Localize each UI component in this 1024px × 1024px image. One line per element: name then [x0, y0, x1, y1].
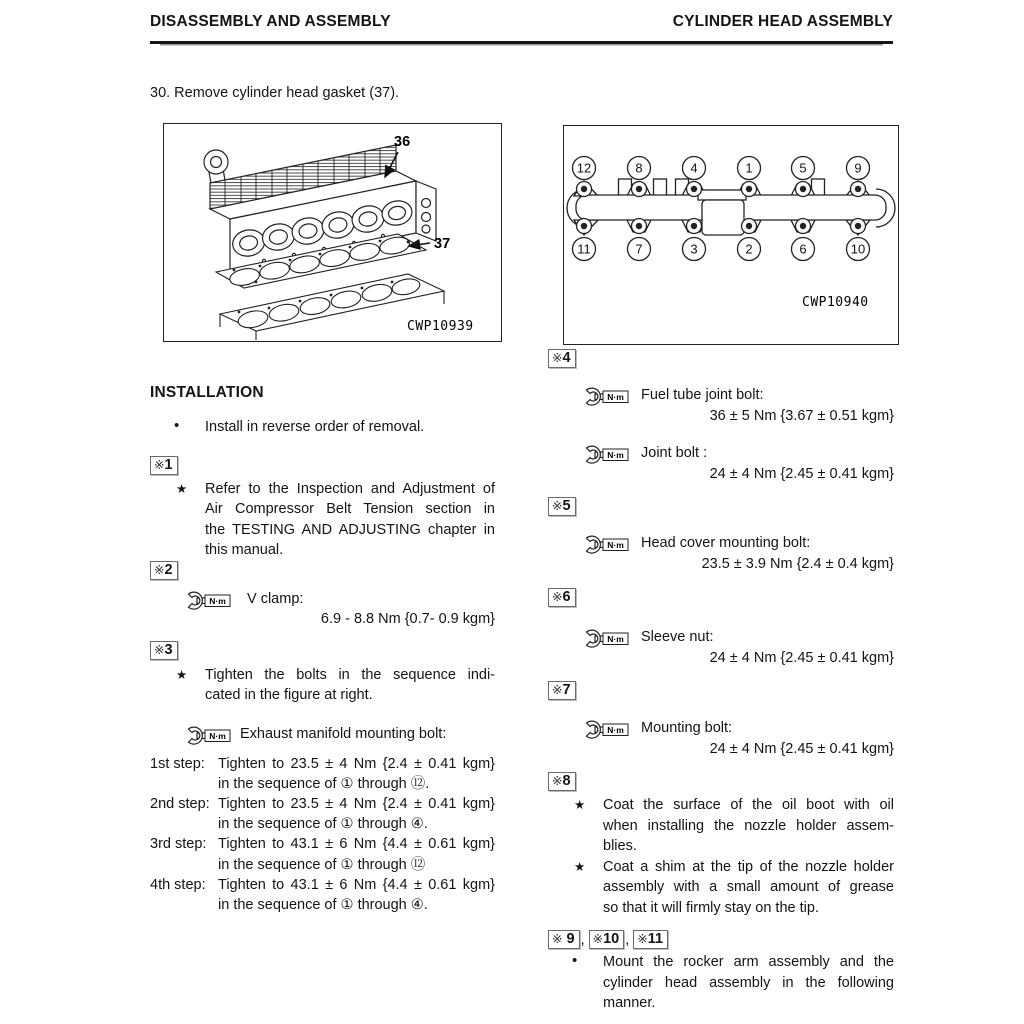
cylinder-head-exploded-drawing	[164, 124, 501, 341]
torque-value: 23.5 ± 3.9 Nm {2.4 ± 0.4 kgm}	[701, 555, 894, 572]
ref-mark-4-line	[548, 349, 894, 370]
left-column	[150, 383, 495, 915]
bullet-icon: •	[572, 952, 578, 969]
ref-mark-2: ※2	[150, 561, 178, 580]
torque-label: V clamp:	[247, 590, 304, 607]
ref-mark-7-line	[548, 681, 894, 702]
install-reverse-note	[150, 417, 495, 438]
kome-icon: ※	[552, 931, 563, 946]
ref-mark-8: ※8	[548, 772, 576, 791]
ref-mark-1-line	[150, 456, 495, 477]
torque-label: Sleeve nut:	[641, 629, 714, 645]
ref-mark-8-line	[548, 772, 894, 793]
nm-unit-label: N·m	[607, 450, 624, 460]
installation-heading: INSTALLATION	[150, 384, 264, 401]
star-icon: ★	[574, 798, 586, 812]
seq-top-2: 8	[635, 160, 643, 176]
ref-mark-7: ※7	[548, 681, 576, 700]
ref-mark-10: ※10	[589, 930, 625, 949]
manifold-bolt-sequence-drawing	[564, 126, 898, 344]
torque-wrench-icon	[183, 590, 235, 618]
torque-value: 6.9 - 8.8 Nm {0.7- 0.9 kgm}	[320, 611, 495, 627]
note-tighten-sequence: ★ Tighten the bolts in the sequence indi- cated in the figure at right.	[176, 666, 495, 703]
seq-bottom-6: 10	[850, 241, 866, 257]
figure-cylinder-head-gasket	[163, 123, 502, 342]
kome-icon: ※	[154, 561, 165, 577]
figure-bolt-sequence	[563, 125, 899, 345]
kome-icon: ※	[552, 350, 563, 365]
torque-spec-fuel-tube	[548, 385, 894, 426]
torque-label: Joint bolt :	[641, 445, 708, 461]
separator: ,	[625, 932, 630, 948]
ref-mark-4: ※4	[548, 349, 576, 368]
part-label-37: 37	[434, 236, 451, 252]
torque-spec-head-cover	[548, 533, 894, 574]
torque-spec-sleeve-nut	[548, 627, 894, 668]
torque-value: 24 ± 4 Nm {2.45 ± 0.41 kgm}	[709, 740, 894, 757]
kome-icon: ※	[552, 682, 563, 697]
figure-code-left: CWP10939	[407, 319, 474, 334]
ref-mark-6-line	[548, 588, 894, 609]
ref-mark-9: ※ 9	[548, 930, 580, 949]
torque-spec-mounting-bolt	[548, 718, 894, 759]
torque-label: Head cover mounting bolt:	[641, 535, 811, 551]
nm-unit-label: N·m	[607, 392, 624, 402]
torque-wrench-icon	[581, 628, 633, 656]
seq-bottom-3: 3	[690, 241, 698, 257]
torque-wrench-icon	[581, 534, 633, 562]
nm-unit-label: N·m	[209, 730, 226, 741]
ref-mark-1: ※1	[150, 456, 178, 475]
kome-icon: ※	[552, 498, 563, 513]
seq-bottom-1: 11	[577, 241, 591, 257]
separator: ,	[580, 932, 585, 948]
torque-wrench-icon	[581, 719, 633, 747]
seq-top-1: 12	[576, 160, 592, 176]
nm-unit-label: N·m	[607, 540, 624, 550]
torque-value: 36 ± 5 Nm {3.67 ± 0.51 kgm}	[709, 407, 894, 424]
page-header	[150, 12, 893, 44]
note-rocker-arm: • Mount the rocker arm assembly and the cylinder head assembly in the following manner.	[572, 952, 894, 1011]
ref-mark-5-line	[548, 497, 894, 518]
step-30-instruction: 30. Remove cylinder head gasket (37).	[150, 85, 400, 101]
ref-mark-3-line	[150, 641, 495, 662]
nm-unit-label: N·m	[607, 634, 624, 644]
torque-spec-v-clamp	[150, 589, 495, 630]
ref-mark-5: ※5	[548, 497, 576, 516]
manifold-body	[567, 179, 895, 235]
kome-icon: ※	[637, 931, 648, 946]
kome-icon: ※	[154, 641, 165, 657]
ref-mark-6: ※6	[548, 588, 576, 607]
note-belt-tension: ★ Refer to the Inspection and Adjustment of Air Compressor Belt Tension section in the TESTING AND ADJUSTING chapter in this manual.	[176, 480, 495, 558]
seq-top-3: 4	[690, 160, 698, 176]
torque-label: Fuel tube joint bolt:	[641, 387, 764, 403]
torque-wrench-icon	[581, 386, 633, 414]
seq-bottom-4: 2	[745, 241, 753, 257]
torque-wrench-icon	[581, 444, 633, 472]
ref-mark-11: ※11	[633, 930, 668, 949]
seq-top-4: 1	[745, 160, 753, 176]
part-label-36: 36	[394, 134, 411, 150]
header-right-title: CYLINDER HEAD ASSEMBLY	[672, 13, 893, 30]
header-left-title: DISASSEMBLY AND ASSEMBLY	[150, 13, 391, 30]
torque-label: Mounting bolt:	[641, 720, 733, 736]
torque-spec-exhaust-manifold	[150, 724, 495, 746]
ref-marks-9-10-11-line	[548, 930, 894, 951]
install-reverse-text: Install in reverse order of removal.	[205, 419, 425, 435]
torque-value: 24 ± 4 Nm {2.45 ± 0.41 kgm}	[709, 649, 894, 666]
star-icon: ★	[176, 481, 188, 496]
step-row: 4th step: Tighten to 43.1 ± 6 Nm {4.4 ± 0.61 kgm}	[150, 876, 495, 893]
torque-spec-joint-bolt	[548, 443, 894, 484]
kome-icon: ※	[592, 931, 604, 946]
torque-wrench-icon	[183, 725, 235, 753]
note-oil-boot: ★ Coat the surface of the oil boot with oil when installing the nozzle holder assem- blies.	[574, 797, 894, 854]
right-column	[548, 349, 894, 1014]
note-shim-grease: ★ Coat a shim at the tip of the nozzle holder assembly with a small amount of grease so that it will firmly stay on the tip.	[574, 858, 894, 916]
ref-mark-2-line	[150, 561, 495, 582]
step-row: 2nd step: Tighten to 23.5 ± 4 Nm {2.4 ± 0.41 kgm}	[150, 795, 495, 812]
step-row: 1st step: Tighten to 23.5 ± 4 Nm {2.4 ± 0.41 kgm}	[150, 755, 495, 772]
kome-icon: ※	[552, 589, 563, 604]
bullet-icon: •	[174, 417, 180, 434]
nm-unit-label: N·m	[607, 725, 624, 735]
torque-value: 24 ± 4 Nm {2.45 ± 0.41 kgm}	[709, 465, 894, 482]
figure-code-right: CWP10940	[802, 295, 869, 310]
torque-label: Exhaust manifold mounting bolt:	[240, 725, 447, 742]
kome-icon: ※	[154, 456, 165, 472]
seq-top-6: 9	[854, 160, 862, 176]
seq-top-5: 5	[799, 160, 807, 176]
star-icon: ★	[574, 859, 586, 874]
step-row: 3rd step: Tighten to 43.1 ± 6 Nm {4.4 ± 0.61 kgm}	[150, 836, 495, 853]
nm-unit-label: N·m	[209, 595, 226, 606]
seq-bottom-5: 6	[799, 241, 807, 257]
ref-mark-3: ※3	[150, 641, 178, 660]
tightening-steps: 1st step: Tighten to 23.5 ± 4 Nm {2.4 ± 0.41 kgm} in the sequence of ① through ⑫. 2nd step: Tighten to 23.5 ± 4 Nm {2.4 ± 0.41 kgm} in the sequence of ① through ④. 3rd step: Tighten to 43.1 ± 6 Nm {4.4 ± 0.61 kgm} in the sequence of ① through ⑫ 4th step: Tighten to 43.1 ± 6 Nm {4.4 ± 0.61 kgm} in the sequence of ① through ④.	[150, 755, 495, 913]
kome-icon: ※	[552, 773, 563, 788]
seq-bottom-2: 7	[635, 241, 643, 257]
star-icon: ★	[176, 667, 188, 682]
